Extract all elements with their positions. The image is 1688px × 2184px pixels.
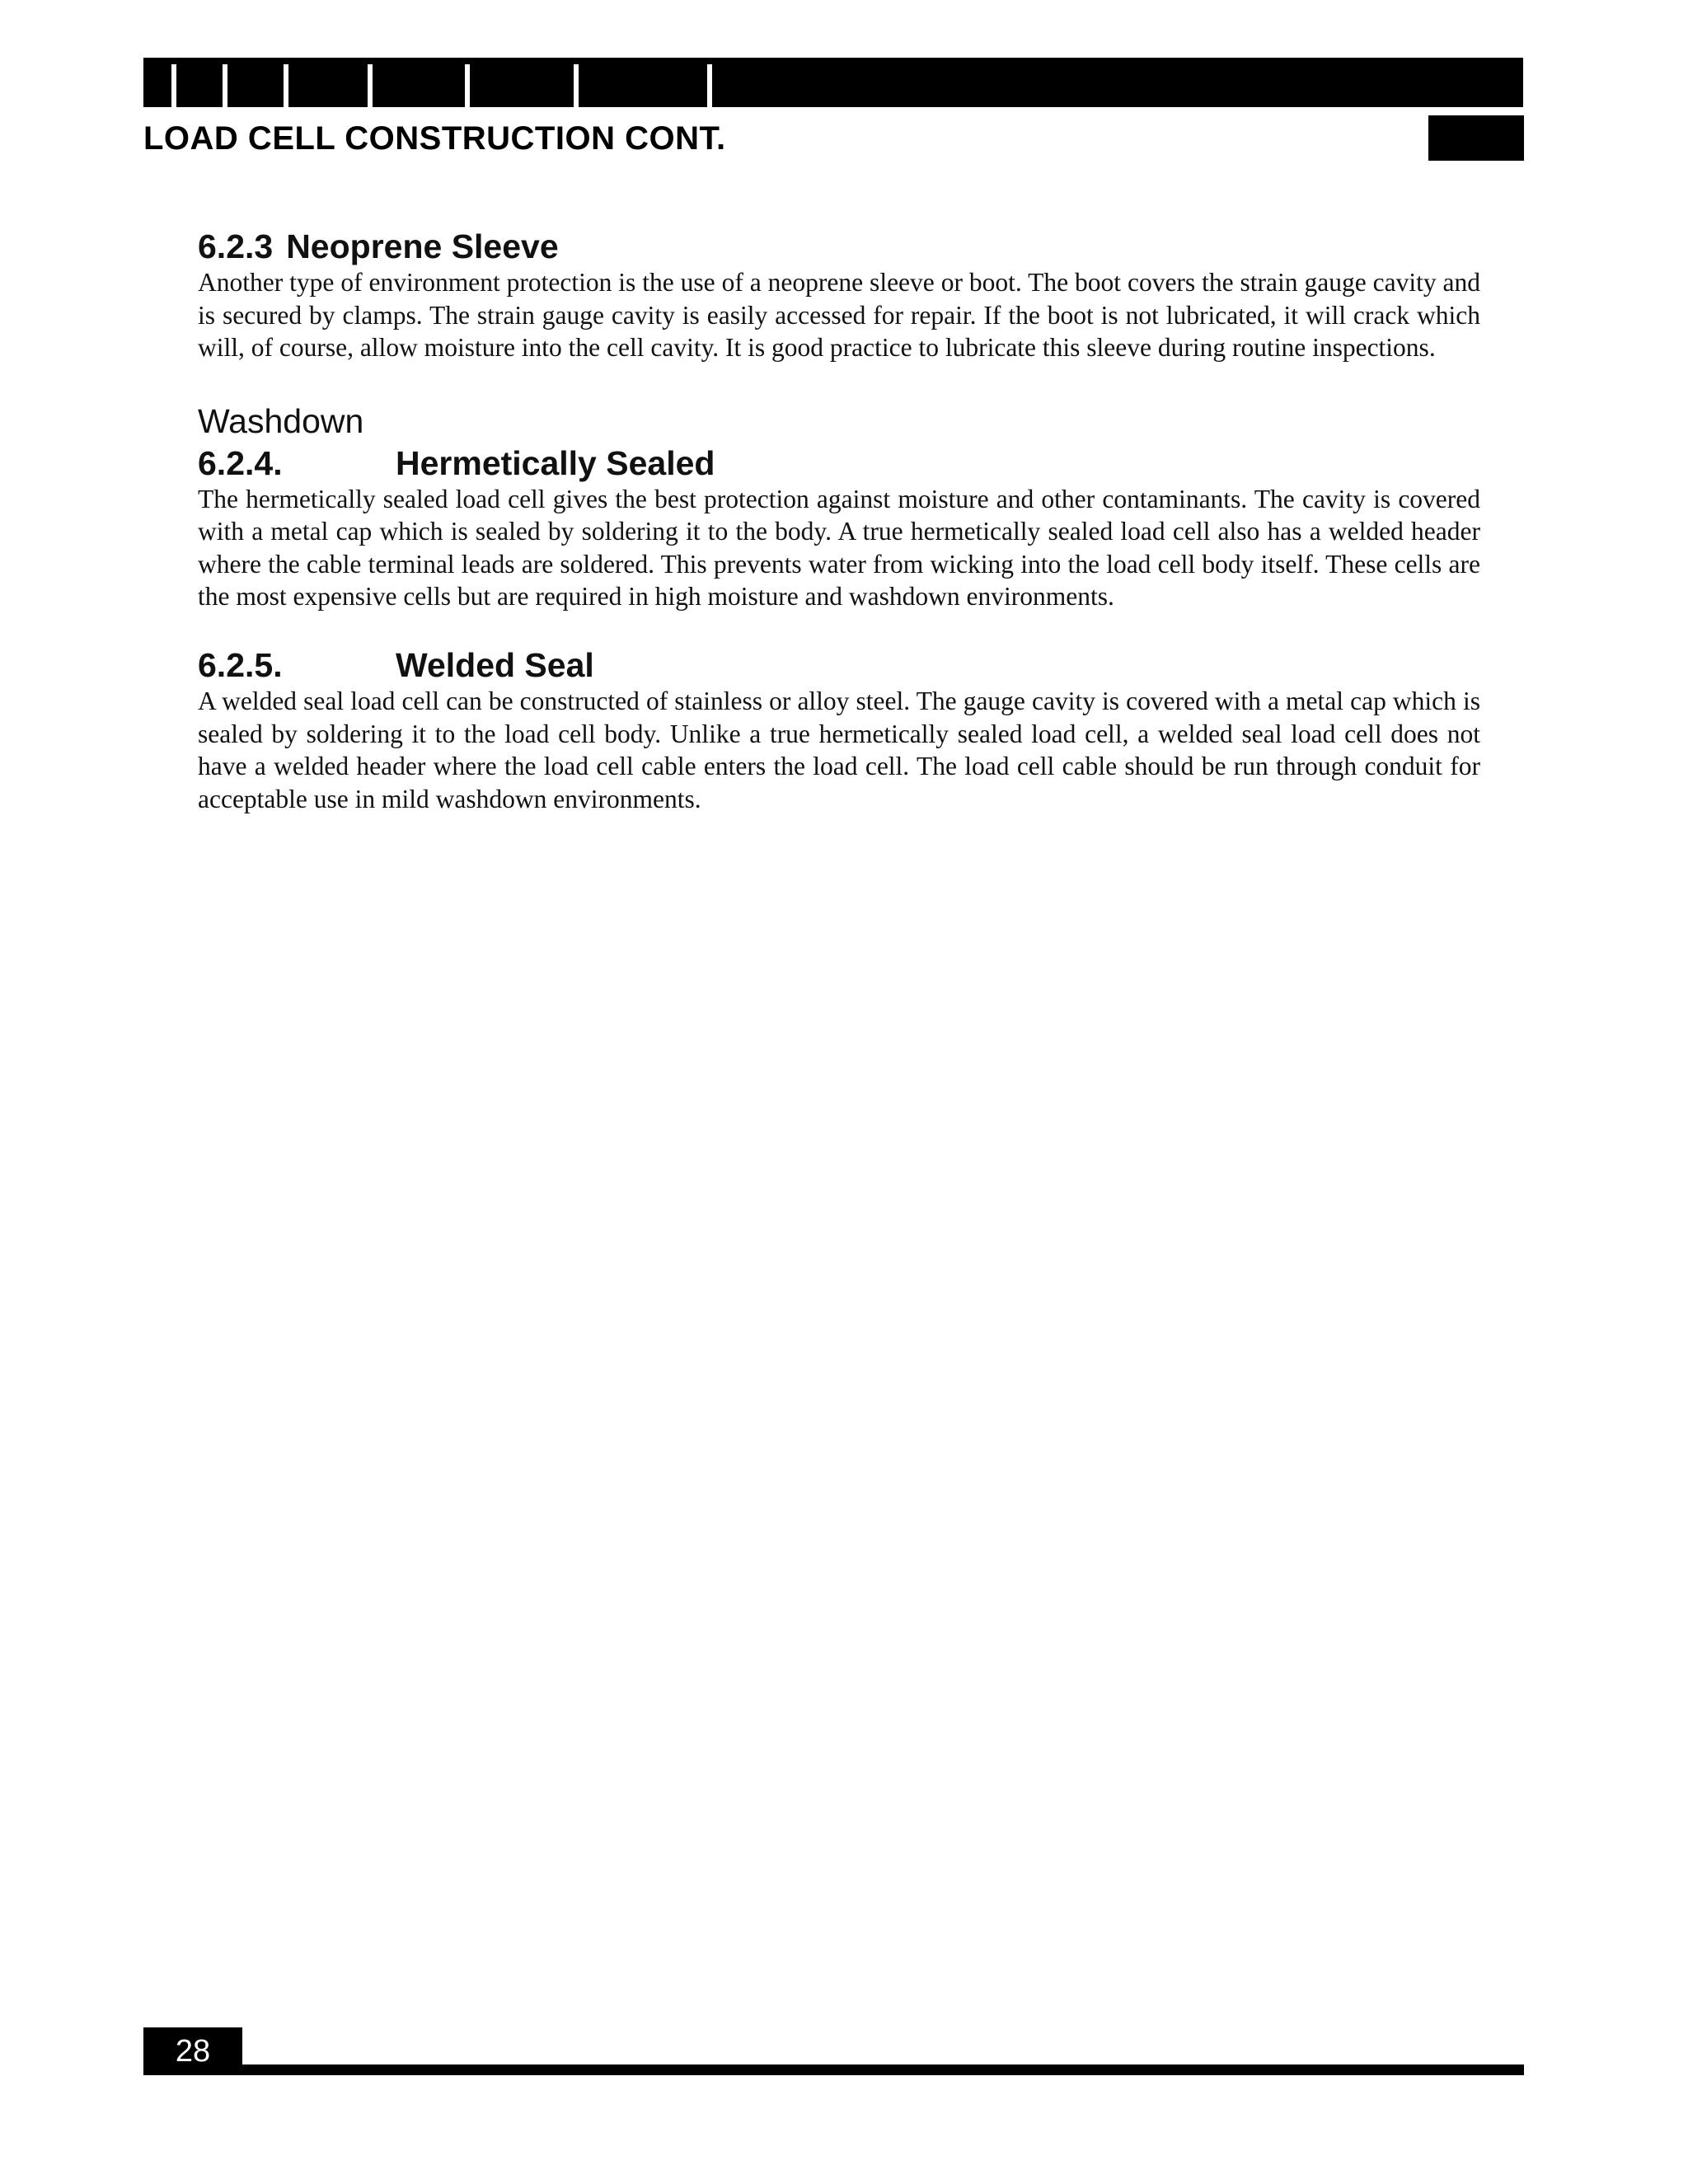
section-hermetically-sealed bbox=[198, 444, 1480, 613]
footer-rule bbox=[143, 2064, 1524, 2075]
header-tab-block bbox=[1428, 115, 1524, 161]
section-paragraph: The hermetically sealed load cell gives the best protection against moisture and other contaminants. The cavity is covered with a metal cap which is sealed by soldering it to the body. A true hermetically sealed load cell also has a welded header where the cable terminal leads are soldered. This prevents water from wicking into the load cell body itself. These cells are the most expensive cells but are required in high moisture and washdown environments. bbox=[198, 484, 1480, 612]
page-number: 28 bbox=[143, 2027, 242, 2075]
section-number: 6.2.5. bbox=[198, 645, 283, 684]
section-paragraph: Another type of environment protection is the use of a neoprene sleeve or boot. The boot covers the strain gauge cavity and is secured by clamps. The strain gauge cavity is easily accessed for repair. If the boot is not lubricated, it will crack which will, of course, allow moisture into the cell cavity. It is good practice to lubricate this sleeve during routine inspections. bbox=[198, 268, 1480, 363]
section-title: Neoprene Sleeve bbox=[286, 227, 559, 265]
section-heading bbox=[198, 646, 1480, 685]
section-title: Welded Seal bbox=[396, 645, 594, 684]
header-bar-tick bbox=[368, 64, 373, 107]
section-welded-seal bbox=[198, 646, 1480, 815]
header-bar-tick bbox=[707, 64, 712, 107]
chapter-title: LOAD CELL CONSTRUCTION CONT. bbox=[143, 120, 726, 157]
section-heading bbox=[198, 227, 1480, 266]
section-number: 6.2.4. bbox=[198, 443, 283, 482]
section-heading bbox=[198, 444, 1480, 483]
header-bar-tick bbox=[465, 64, 470, 107]
header-bar-tick bbox=[171, 64, 176, 107]
header-bar bbox=[143, 58, 1523, 107]
header-bar-tick bbox=[223, 64, 227, 107]
header-bar-tick bbox=[284, 64, 288, 107]
section-paragraph: A welded seal load cell can be constructed of stainless or alloy steel. The gauge cavity is covered with a metal cap which is sealed by soldering it to the load cell body. Unlike a true hermetically sealed load cell, a welded seal load cell does not have a welded header where the load cell cable enters the load cell. The load cell cable should be run through conduit for acceptable use in mild washdown environments. bbox=[198, 687, 1480, 813]
section-title: Hermetically Sealed bbox=[396, 443, 715, 482]
group-heading-washdown: Washdown bbox=[198, 401, 364, 440]
section-number: 6.2.3 bbox=[198, 227, 274, 265]
section-neoprene-sleeve bbox=[198, 227, 1480, 364]
header-bar-tick bbox=[574, 64, 579, 107]
main-content bbox=[198, 227, 1480, 815]
